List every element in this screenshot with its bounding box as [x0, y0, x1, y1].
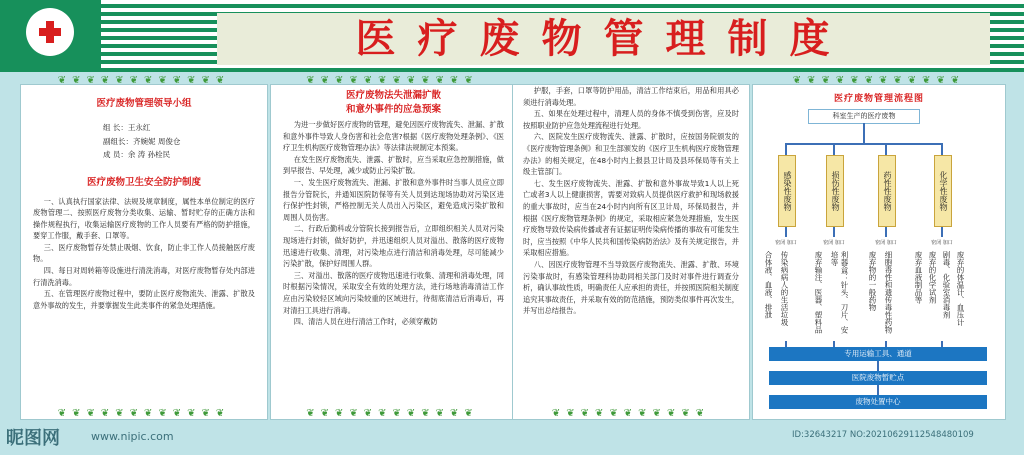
seal-note: 密闭 加口	[775, 240, 797, 246]
connector-line	[785, 227, 787, 237]
panel-leadership	[20, 75, 268, 420]
paragraph: 四、清洁人员在进行清洁工作时，必须穿戴防	[293, 317, 438, 327]
category-chemical: 化学性废物	[934, 155, 952, 227]
waste-item: 利器盒：针头、刀片、安培等	[830, 251, 849, 334]
member-line: 副组长：齐婉妮 周俊仓	[103, 136, 181, 146]
paragraph: 八、因医疗废物管理不当导致医疗废物流失、泄露、扩散、环境污染事故时，有感染管理科协助同相关部门及时对事件进行调查分析，确认事故性质，明确责任人应承担的责任，并按照医院相关制度追究其事故责任，并采取有效的防范措施，预防类似事件再次发生，并写出总结报告。	[523, 259, 739, 316]
connector-line	[877, 361, 879, 371]
paragraph: 为进一步做好医疗废物的管理，避免因医疗废物流失、泄漏、扩散和意外事件导致人身伤害和社会危害?根据《医疗废物处理条例》、《医疗卫生机构医疗废物管理办法》等法律法规制定本预案。	[283, 120, 504, 153]
paragraph: 护服，手套，口罩等防护用品，清洁工作结束后，用品和用具必须进行消毒处理。	[523, 86, 739, 107]
connector-line	[833, 227, 835, 237]
connector-line	[785, 143, 943, 145]
plan-title-line2: 和意外事件的应急预案	[345, 104, 441, 115]
waste-item: 合体液、血液、排泄	[764, 251, 773, 319]
paragraph: 五、如果在处理过程中，清理人员的身体不慎受到伤害，应及时按照职业防护应急处理流程进行处理。	[523, 109, 739, 130]
category-pharmaceutical: 药性性废物	[878, 155, 896, 227]
seal-note: 密闭 加口	[931, 240, 953, 246]
connector-line	[885, 143, 887, 155]
vine-decoration-top: ❦❦❦❦❦❦❦❦❦❦❦❦	[792, 75, 966, 86]
connector-line	[941, 143, 943, 155]
logo-box	[0, 0, 101, 72]
member-line: 成 员：余 涛 孙栓民	[103, 150, 171, 159]
storage-point-bar: 医院废物暂贮点	[769, 371, 987, 385]
watermark-logo: 昵图网	[6, 428, 60, 449]
panel-flowchart	[752, 75, 1006, 420]
waste-item: 废弃物的一般药物	[868, 251, 877, 311]
medical-cross-icon	[39, 21, 61, 43]
connector-line	[941, 227, 943, 237]
watermark-url: www.nipic.com	[91, 430, 174, 443]
seal-note: 密闭 加口	[875, 240, 897, 246]
waste-item: 剧毒、化验室消毒剂	[942, 251, 951, 319]
plan-title-line1: 医疗废物法失泄漏扩散	[345, 90, 441, 101]
connector-line	[833, 143, 835, 155]
paragraph: 一、认真执行国家法律、法规及规章制度，属性本单位制定的医疗废物管理二、按照医疗废物分类收集、运输、暂时贮存的正确方法和操作规程执行，收集运输医疗废物的工作人员要有严格的防护措施，要穿工作服，戴手套、口罩等。	[33, 196, 255, 241]
waste-item: 细胞毒性和遗传毒性药物	[884, 251, 893, 334]
vine-decoration-top: ❦❦❦❦❦❦❦❦❦❦❦❦	[57, 75, 231, 86]
paragraph: 三、医疗废物暂存处禁止吸烟、饮食，防止非工作人员接触医疗废物。	[33, 242, 255, 264]
vine-decoration-bottom: ❦❦❦❦❦❦❦❦❦❦❦❦	[306, 408, 479, 419]
panel-emergency-plan	[270, 75, 515, 420]
waste-item: 废弃的体温计、血压计	[956, 251, 965, 326]
paragraph: 在发生医疗废物流失、泄露、扩散时，应当采取应急控制措施，做到早报告、早处理，减少或防止污染扩散。	[283, 154, 504, 176]
vine-decoration-bottom: ❦❦❦❦❦❦❦❦❦❦❦	[551, 408, 711, 419]
waste-item: 传染病病人的生活垃圾	[780, 251, 789, 326]
seal-note: 密闭 加口	[823, 240, 845, 246]
page-title: 医疗废物管理制度	[355, 15, 852, 62]
flowchart-title: 医疗废物管理流程图	[833, 94, 924, 104]
category-infectious: 感染性废物	[778, 155, 796, 227]
group-title: 医疗废物管理领导小组	[96, 98, 192, 109]
disposal-center-bar: 废物处置中心	[769, 395, 987, 409]
flowchart-source-box: 科室生产的医疗废物	[808, 109, 920, 124]
member-line: 组 长：王永红	[103, 123, 151, 132]
panel-emergency-plan-continued	[512, 84, 750, 420]
safety-title: 医疗废物卫生安全防护制度	[86, 176, 201, 188]
connector-line	[885, 227, 887, 237]
paragraph: 四、每日对周转箱等设施进行清洗消毒，对医疗废物暂存处内部进行清洗消毒。	[33, 266, 255, 287]
vine-decoration-bottom: ❦❦❦❦❦❦❦❦❦❦❦❦	[57, 408, 231, 419]
paragraph: 五、在管理医疗废物过程中，要防止医疗废物流失、泄露、扩散及意外事故的发生，并要掌握发生此类事件的紧急处理措施。	[33, 289, 255, 310]
paragraph: 六、医院发生医疗废物流失、泄露、扩散时，应按国务院颁发的《医疗废物管理条例》和卫生部颁发的《医疗卫生机构医疗废物管理办法》的相关规定，在48小时内上报县卫计局及县环保局等有关上级主管部门。	[523, 132, 739, 177]
connector-line	[877, 385, 879, 395]
connector-line	[863, 123, 865, 143]
paragraph: 七、发生医疗废物流失、泄露、扩散和意外事故导致1人以上死亡或者3人以上健康损害，需要对致病人员提供医疗救护和现场救援的重大事故时，应当在24小时内向所有区卫计局，环保局报告，并根据《医疗废物管理条例》的规定，采取相应紧急处理措施，发生医疗废物导致传染病传播或者有证据证明传染病传播的事故有可能发生时，应当按照《中华人民共和国传染病防治法》及有关规定报告，并采取相应措施。	[523, 178, 739, 258]
header-divider	[101, 68, 1024, 72]
title-bar	[217, 13, 990, 65]
waste-item: 废弃血液制品等	[914, 251, 923, 304]
paragraph: 二、行政后勤科或分管院长接到报告后，立即组织相关人员对污染现场进行封锁，做好防护，并迅速组织人员对溢出、散落的医疗废物迅速进行收集、清理，对污染地点进行清洁和消毒处理，尽可能减少污染扩散，保护好周围人群。	[283, 224, 504, 269]
category-sharps: 损伤性废物	[826, 155, 844, 227]
vine-decoration-top: ❦❦❦❦❦❦❦❦❦❦❦❦	[306, 75, 479, 86]
connector-line	[785, 143, 787, 155]
waste-item: 废弃的化学试剂	[928, 251, 937, 304]
waste-item: 废弃输注、医器、塑料品	[814, 251, 823, 334]
transport-bar: 专用运输工具、通道	[769, 347, 987, 361]
paragraph: 一、发生医疗废物流失、泄漏、扩散和意外事件时当事人员应立即报告分管院长，并通知医院防保等有关人员到达现场协助对污染区进行保护性封锁，严格控制无关人员出入污染区，避免造成污染扩散和周围人员伤害。	[283, 177, 504, 222]
paragraph: 三、对溢出、散落的医疗废物迅速进行收集、清理和消毒处理，同时根据污染情况，采取安全有效的处理方法，进行场地消毒清洁工作应由污染较轻区域向污染较重的区域进行，待彻底清洁后消毒后，再对清扫工具进行消毒。	[283, 270, 504, 315]
watermark-id: ID:32643217 NO:20210629112548480109	[792, 430, 974, 440]
